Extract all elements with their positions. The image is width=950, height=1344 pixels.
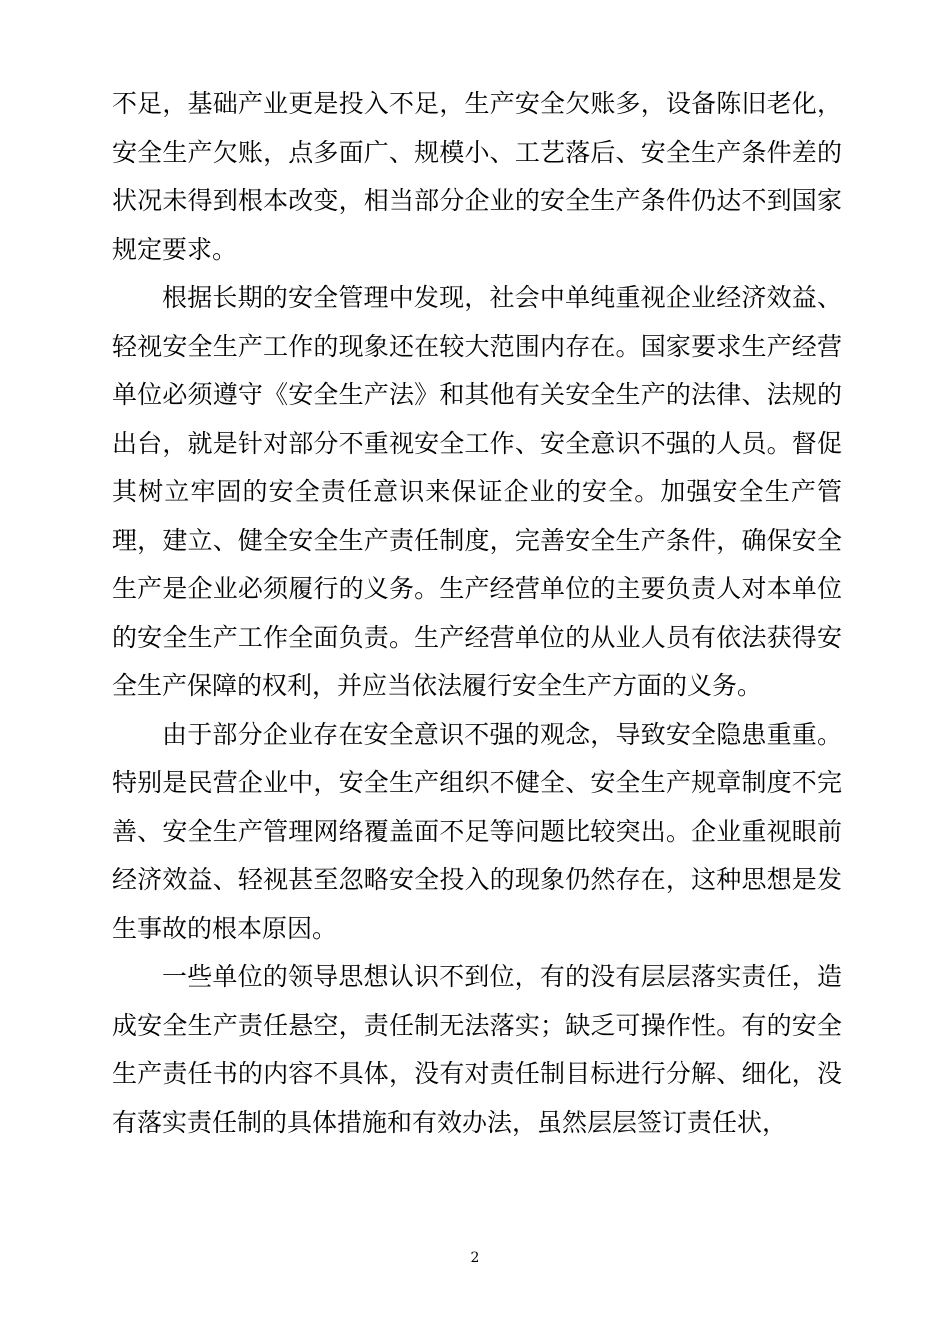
paragraph-continued: 不足，基础产业更是投入不足，生产安全欠账多，设备陈旧老化，安全生产欠账，点多面广、规模小、工艺落后、安全生产条件差的状况未得到根本改变，相当部分企业的安全生产条件仍达不到国家规定要求。 (112, 89, 842, 264)
page-number: 2 (470, 1250, 480, 1266)
paragraph: 根据长期的安全管理中发现，社会中单纯重视企业经济效益、轻视安全生产工作的现象还在较大范围内存在。国家要求生产经营单位必须遵守《安全生产法》和其他有关安全生产的法律、法规的出台，就是针对部分不重视安全工作、安全意识不强的人员。督促其树立牢固的安全责任意识来保证企业的安全。加强安全生产管理，建立、健全安全生产责任制度，完善安全生产条件，确保安全生产是企业必须履行的义务。生产经营单位的主要负责人对本单位的安全生产工作全面负责。生产经营单位的从业人员有依法获得安全生产保障的权利，并应当依法履行安全生产方面的义务。 (112, 283, 842, 700)
paragraph: 一些单位的领导思想认识不到位，有的没有层层落实责任，造成安全生产责任悬空，责任制无法落实；缺乏可操作性。有的安全生产责任书的内容不具体，没有对责任制目标进行分解、细化，没有落实责任制的具体措施和有效办法，虽然层层签订责任状， (112, 962, 842, 1137)
paragraph: 由于部分企业存在安全意识不强的观念，导致安全隐患重重。特别是民营企业中，安全生产组织不健全、安全生产规章制度不完善、安全生产管理网络覆盖面不足等问题比较突出。企业重视眼前经济效益、轻视甚至忽略安全投入的现象仍然存在，这种思想是发生事故的根本原因。 (112, 719, 842, 943)
body-text (112, 80, 842, 1147)
